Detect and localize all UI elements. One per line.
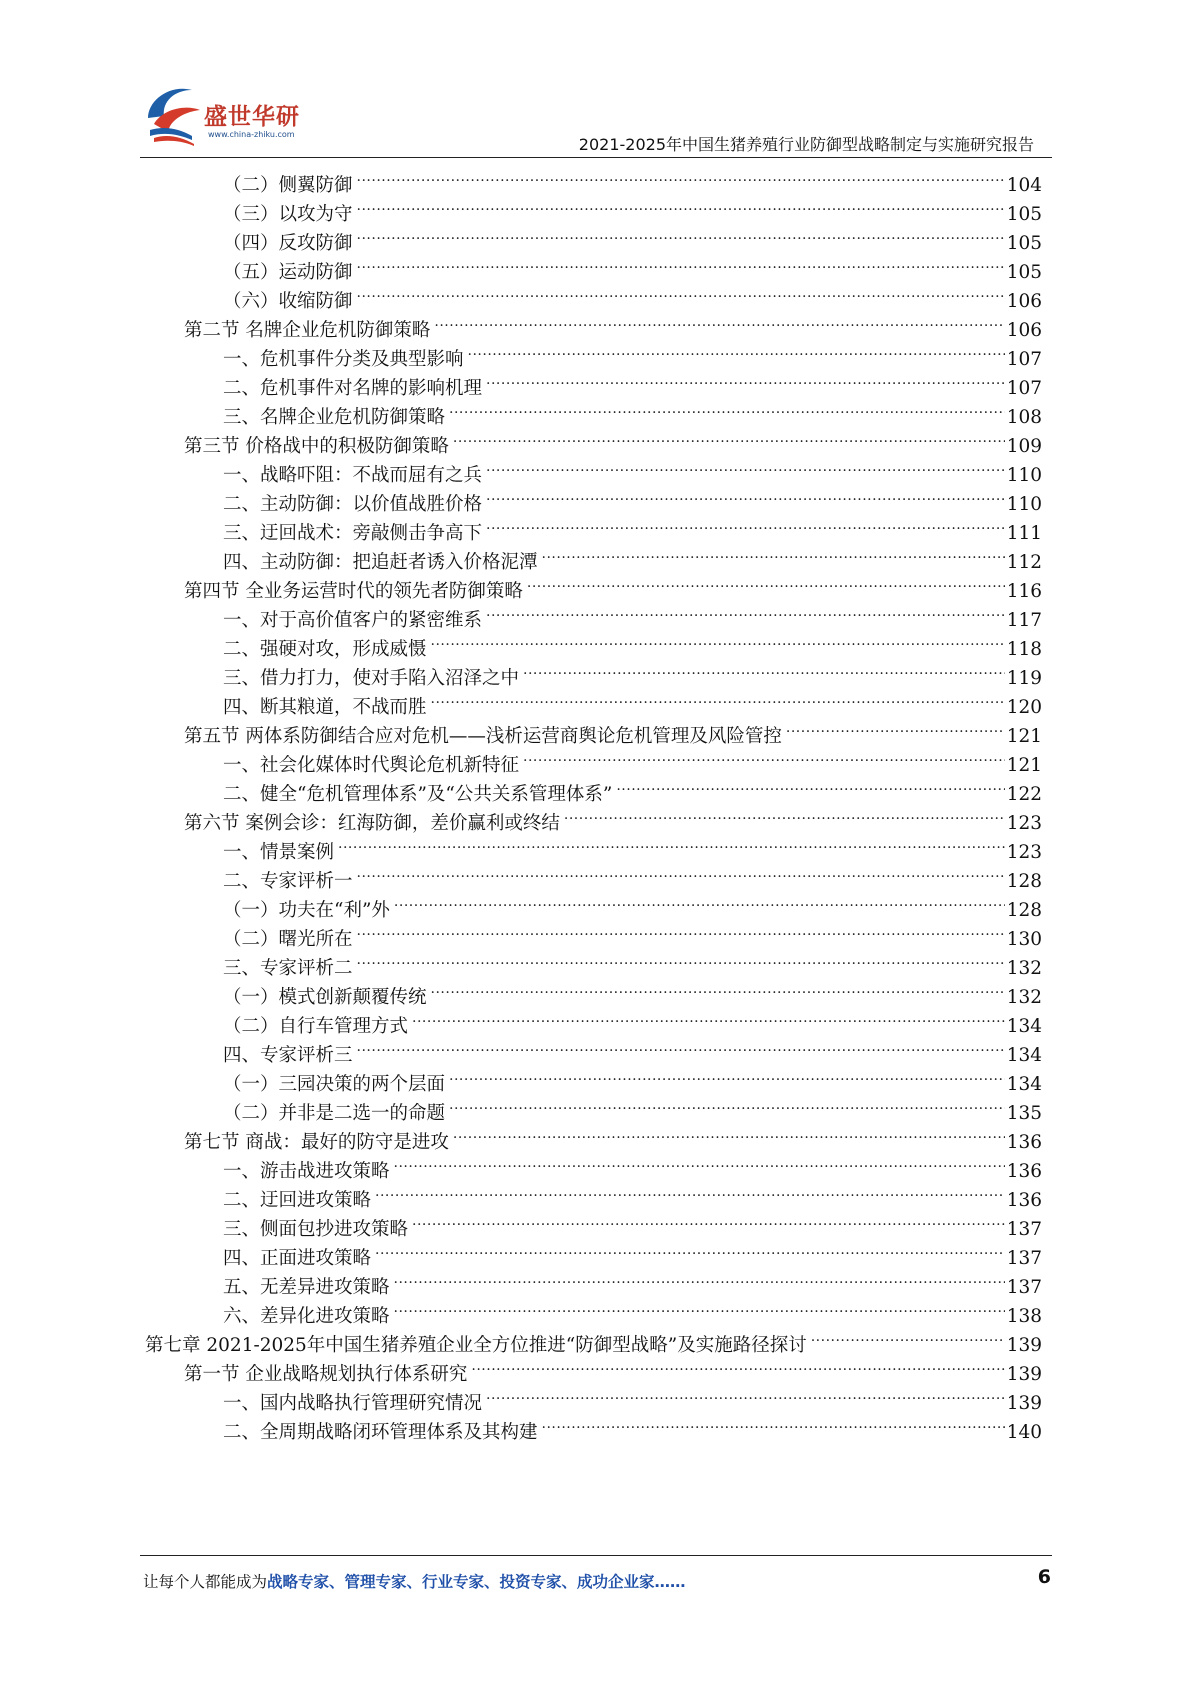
toc-entry[interactable] <box>184 1349 1042 1385</box>
toc-leader-dots <box>486 508 1005 539</box>
toc-entry-page: 110 <box>1006 465 1042 486</box>
footer-slogan-accent: 战略专家、管理专家、行业专家、投资专家、成功企业家…… <box>267 1573 686 1591</box>
toc-entry[interactable] <box>223 479 1042 515</box>
toc-entry[interactable] <box>223 943 1042 979</box>
toc-entry-page: 121 <box>1006 726 1042 747</box>
toc-entry-page: 121 <box>1006 755 1042 776</box>
toc-entry-label: 一、国内战略执行管理研究情况 <box>223 1393 483 1414</box>
toc-leader-dots <box>357 914 1005 945</box>
toc-entry[interactable] <box>223 508 1042 544</box>
toc-entry-page: 112 <box>1006 552 1042 573</box>
toc-entry-page: 105 <box>1006 262 1042 283</box>
toc-leader-dots <box>431 624 1005 655</box>
toc-entry-page: 132 <box>1006 958 1042 979</box>
toc-entry[interactable] <box>184 421 1042 457</box>
toc-entry-label: （五）运动防御 <box>223 262 353 283</box>
toc-entry-page: 139 <box>1006 1393 1042 1414</box>
toc-entry-label: 一、游击战进攻策略 <box>223 1161 390 1182</box>
toc-entry[interactable] <box>223 1088 1042 1124</box>
toc-entry-page: 117 <box>1006 610 1042 631</box>
page-number: 6 <box>1037 1566 1051 1588</box>
toc-entry-page: 104 <box>1006 175 1042 196</box>
toc-entry[interactable] <box>223 1262 1042 1298</box>
toc-entry[interactable] <box>223 450 1042 486</box>
toc-entry-page: 134 <box>1006 1016 1042 1037</box>
toc-entry-page: 106 <box>1006 320 1042 341</box>
toc-entry[interactable] <box>223 160 1042 196</box>
footer-slogan <box>143 1570 686 1592</box>
toc-entry[interactable] <box>223 682 1042 718</box>
toc-entry[interactable] <box>223 1291 1042 1327</box>
toc-entry-label: 第一节 企业战略规划执行体系研究 <box>184 1364 468 1385</box>
toc-entry-label: （二）侧翼防御 <box>223 175 353 196</box>
toc-leader-dots <box>449 1088 1005 1119</box>
toc-entry[interactable] <box>223 595 1042 631</box>
toc-entry[interactable] <box>184 798 1042 834</box>
toc-leader-dots <box>375 1233 1005 1264</box>
logo-url: www.china-zhiku.com <box>208 130 295 139</box>
toc-entry-label: 第四节 全业务运营时代的领先者防御策略 <box>184 581 523 602</box>
toc-entry-label: 四、专家评析三 <box>223 1045 353 1066</box>
toc-leader-dots <box>394 1146 1005 1177</box>
toc-entry-label: 一、危机事件分类及典型影响 <box>223 349 464 370</box>
toc-entry[interactable] <box>223 740 1042 776</box>
toc-leader-dots <box>375 1175 1005 1206</box>
footer-divider <box>140 1555 1052 1556</box>
toc-entry-label: 一、战略吓阻：不战而屈有之兵 <box>223 465 483 486</box>
toc-leader-dots <box>542 537 1005 568</box>
toc-entry-page: 136 <box>1006 1161 1042 1182</box>
toc-leader-dots <box>394 885 1005 916</box>
toc-entry-label: 一、社会化媒体时代舆论危机新特征 <box>223 755 520 776</box>
toc-leader-dots <box>811 1320 1005 1351</box>
header-divider <box>140 157 1052 158</box>
toc-entry-page: 105 <box>1006 233 1042 254</box>
toc-entry[interactable] <box>223 769 1042 805</box>
toc-entry-page: 107 <box>1006 378 1042 399</box>
toc-entry-page: 135 <box>1006 1103 1042 1124</box>
toc-entry-label: 二、健全“危机管理体系”及“公共关系管理体系” <box>223 784 613 805</box>
toc-entry[interactable] <box>184 566 1042 602</box>
toc-leader-dots <box>786 711 1005 742</box>
toc-entry[interactable] <box>223 218 1042 254</box>
toc-entry-label: 三、迂回战术：旁敲侧击争高下 <box>223 523 483 544</box>
toc-entry-page: 138 <box>1006 1306 1042 1327</box>
toc-entry[interactable] <box>223 247 1042 283</box>
toc-entry-page: 106 <box>1006 291 1042 312</box>
toc-entry[interactable] <box>223 972 1042 1008</box>
toc-leader-dots <box>357 943 1005 974</box>
toc-leader-dots <box>468 334 1005 365</box>
toc-entry-label: 二、专家评析一 <box>223 871 353 892</box>
toc-entry-page: 134 <box>1006 1074 1042 1095</box>
toc-entry-page: 116 <box>1006 581 1042 602</box>
toc-entry-label: 第五节 两体系防御结合应对危机——浅析运营商舆论危机管理及风险管控 <box>184 726 782 747</box>
toc-entry-label: 二、强硬对攻，形成威慑 <box>223 639 427 660</box>
toc-entry-label: 三、专家评析二 <box>223 958 353 979</box>
toc-leader-dots <box>357 276 1005 307</box>
toc-entry-label: （二）自行车管理方式 <box>223 1016 409 1037</box>
toc-leader-dots <box>486 450 1005 481</box>
toc-leader-dots <box>434 305 1004 336</box>
toc-leader-dots <box>357 218 1005 249</box>
toc-entry-page: 122 <box>1006 784 1042 805</box>
toc-entry-page: 137 <box>1006 1248 1042 1269</box>
footer-slogan-prefix: 让每个人都能成为 <box>143 1573 268 1591</box>
toc-entry-page: 110 <box>1006 494 1042 515</box>
toc-entry[interactable] <box>223 1407 1042 1443</box>
toc-leader-dots <box>471 1349 1004 1380</box>
toc-entry-label: 第三节 价格战中的积极防御策略 <box>184 436 449 457</box>
toc-entry-label: 四、断其粮道，不战而胜 <box>223 697 427 718</box>
toc-entry-label: 三、借力打力，使对手陷入沼泽之中 <box>223 668 520 689</box>
toc-entry-page: 132 <box>1006 987 1042 1008</box>
toc-entry-label: 第二节 名牌企业危机防御策略 <box>184 320 431 341</box>
toc-entry[interactable] <box>223 827 1042 863</box>
toc-entry-page: 136 <box>1006 1190 1042 1211</box>
toc-leader-dots <box>486 595 1005 626</box>
toc-entry[interactable] <box>223 276 1042 312</box>
toc-entry-page: 139 <box>1006 1335 1042 1356</box>
company-logo <box>140 80 310 152</box>
toc-leader-dots <box>357 856 1005 887</box>
toc-entry[interactable] <box>223 1233 1042 1269</box>
toc-leader-dots <box>357 1030 1005 1061</box>
toc-entry-page: 134 <box>1006 1045 1042 1066</box>
toc-leader-dots <box>542 1407 1005 1438</box>
toc-leader-dots <box>431 682 1005 713</box>
toc-leader-dots <box>431 972 1005 1003</box>
toc-entry-page: 111 <box>1006 523 1042 544</box>
toc-entry[interactable] <box>145 1320 1042 1356</box>
toc-leader-dots <box>523 653 1005 684</box>
toc-entry-page: 120 <box>1006 697 1042 718</box>
toc-leader-dots <box>486 363 1005 394</box>
toc-entry-page: 136 <box>1006 1132 1042 1153</box>
toc-leader-dots <box>486 1378 1005 1409</box>
toc-entry-label: （二）曙光所在 <box>223 929 353 950</box>
toc-entry-label: 二、主动防御：以价值战胜价格 <box>223 494 483 515</box>
toc-entry-label: （六）收缩防御 <box>223 291 353 312</box>
toc-entry[interactable] <box>223 392 1042 428</box>
toc-entry[interactable] <box>223 1204 1042 1240</box>
toc-entry-label: 五、无差异进攻策略 <box>223 1277 390 1298</box>
toc-entry-page: 128 <box>1006 871 1042 892</box>
toc-leader-dots <box>394 1262 1005 1293</box>
toc-entry-page: 107 <box>1006 349 1042 370</box>
toc-entry-label: （四）反攻防御 <box>223 233 353 254</box>
toc-entry-page: 123 <box>1006 842 1042 863</box>
toc-entry-page: 128 <box>1006 900 1042 921</box>
toc-entry-label: 三、侧面包抄进攻策略 <box>223 1219 409 1240</box>
toc-entry-label: 一、情景案例 <box>223 842 335 863</box>
toc-leader-dots <box>357 189 1005 220</box>
toc-entry[interactable] <box>223 653 1042 689</box>
toc-entry-label: （一）模式创新颠覆传统 <box>223 987 427 1008</box>
toc-leader-dots <box>449 1059 1005 1090</box>
toc-entry[interactable] <box>223 537 1042 573</box>
toc-entry[interactable] <box>223 624 1042 660</box>
toc-entry[interactable] <box>184 305 1042 341</box>
toc-entry-page: 119 <box>1006 668 1042 689</box>
toc-entry-label: 四、主动防御：把追赶者诱入价格泥潭 <box>223 552 538 573</box>
toc-leader-dots <box>523 740 1005 771</box>
toc-leader-dots <box>486 479 1005 510</box>
toc-entry[interactable] <box>184 1117 1042 1153</box>
toc-entry-label: 第七章 2021-2025年中国生猪养殖企业全方位推进“防御型战略”及实施路径探讨 <box>145 1335 807 1356</box>
toc-leader-dots <box>412 1001 1005 1032</box>
toc-entry-page: 139 <box>1006 1364 1042 1385</box>
toc-entry-label: 四、正面进攻策略 <box>223 1248 372 1269</box>
logo-text: 盛世华研 <box>204 104 300 130</box>
toc-entry[interactable] <box>223 363 1042 399</box>
toc-entry[interactable] <box>223 856 1042 892</box>
toc-entry-page: 140 <box>1006 1422 1042 1443</box>
toc-entry-page: 123 <box>1006 813 1042 834</box>
toc-leader-dots <box>453 421 1005 452</box>
toc-entry[interactable] <box>223 885 1042 921</box>
toc-entry[interactable] <box>223 914 1042 950</box>
toc-entry-page: 130 <box>1006 929 1042 950</box>
toc-entry[interactable] <box>223 1175 1042 1211</box>
toc-leader-dots <box>449 392 1005 423</box>
toc-entry-label: （二）并非是二选一的命题 <box>223 1103 446 1124</box>
toc-leader-dots <box>527 566 1005 597</box>
toc-entry[interactable] <box>223 189 1042 225</box>
toc-entry-label: 第六节 案例会诊：红海防御，差价赢利或终结 <box>184 813 560 834</box>
toc-entry-page: 137 <box>1006 1219 1042 1240</box>
toc-entry[interactable] <box>223 1378 1042 1414</box>
report-title: 2021-2025年中国生猪养殖行业防御型战略制定与实施研究报告 <box>578 135 1034 154</box>
toc-entry[interactable] <box>223 1146 1042 1182</box>
toc-entry-page: 108 <box>1006 407 1042 428</box>
toc-leader-dots <box>357 160 1005 191</box>
toc-entry-label: （一）三园决策的两个层面 <box>223 1074 446 1095</box>
toc-leader-dots <box>453 1117 1005 1148</box>
toc-entry-label: 六、差异化进攻策略 <box>223 1306 390 1327</box>
toc-entry-label: 二、危机事件对名牌的影响机理 <box>223 378 483 399</box>
page-header <box>140 80 1052 160</box>
toc-leader-dots <box>412 1204 1005 1235</box>
toc-leader-dots <box>338 827 1005 858</box>
toc-entry[interactable] <box>223 334 1042 370</box>
toc-entry-label: 第七节 商战：最好的防守是进攻 <box>184 1132 449 1153</box>
toc-entry-page: 137 <box>1006 1277 1042 1298</box>
toc-entry-page: 105 <box>1006 204 1042 225</box>
toc-entry-label: 三、名牌企业危机防御策略 <box>223 407 446 428</box>
toc-leader-dots <box>357 247 1005 278</box>
logo-emblem-icon <box>140 80 210 150</box>
toc-entry-label: （一）功夫在“利”外 <box>223 900 390 921</box>
toc-entry-label: 二、全周期战略闭环管理体系及其构建 <box>223 1422 538 1443</box>
toc-entry-label: 二、迂回进攻策略 <box>223 1190 372 1211</box>
toc-entry-page: 109 <box>1006 436 1042 457</box>
toc-entry[interactable] <box>184 711 1042 747</box>
toc-leader-dots <box>564 798 1005 829</box>
toc-entry[interactable] <box>223 1059 1042 1095</box>
toc-leader-dots <box>616 769 1004 800</box>
toc-entry-page: 118 <box>1006 639 1042 660</box>
toc-leader-dots <box>394 1291 1005 1322</box>
toc-entry[interactable] <box>223 1001 1042 1037</box>
toc-entry-label: 一、对于高价值客户的紧密维系 <box>223 610 483 631</box>
toc-entry-label: （三）以攻为守 <box>223 204 353 225</box>
toc-entry[interactable] <box>223 1030 1042 1066</box>
